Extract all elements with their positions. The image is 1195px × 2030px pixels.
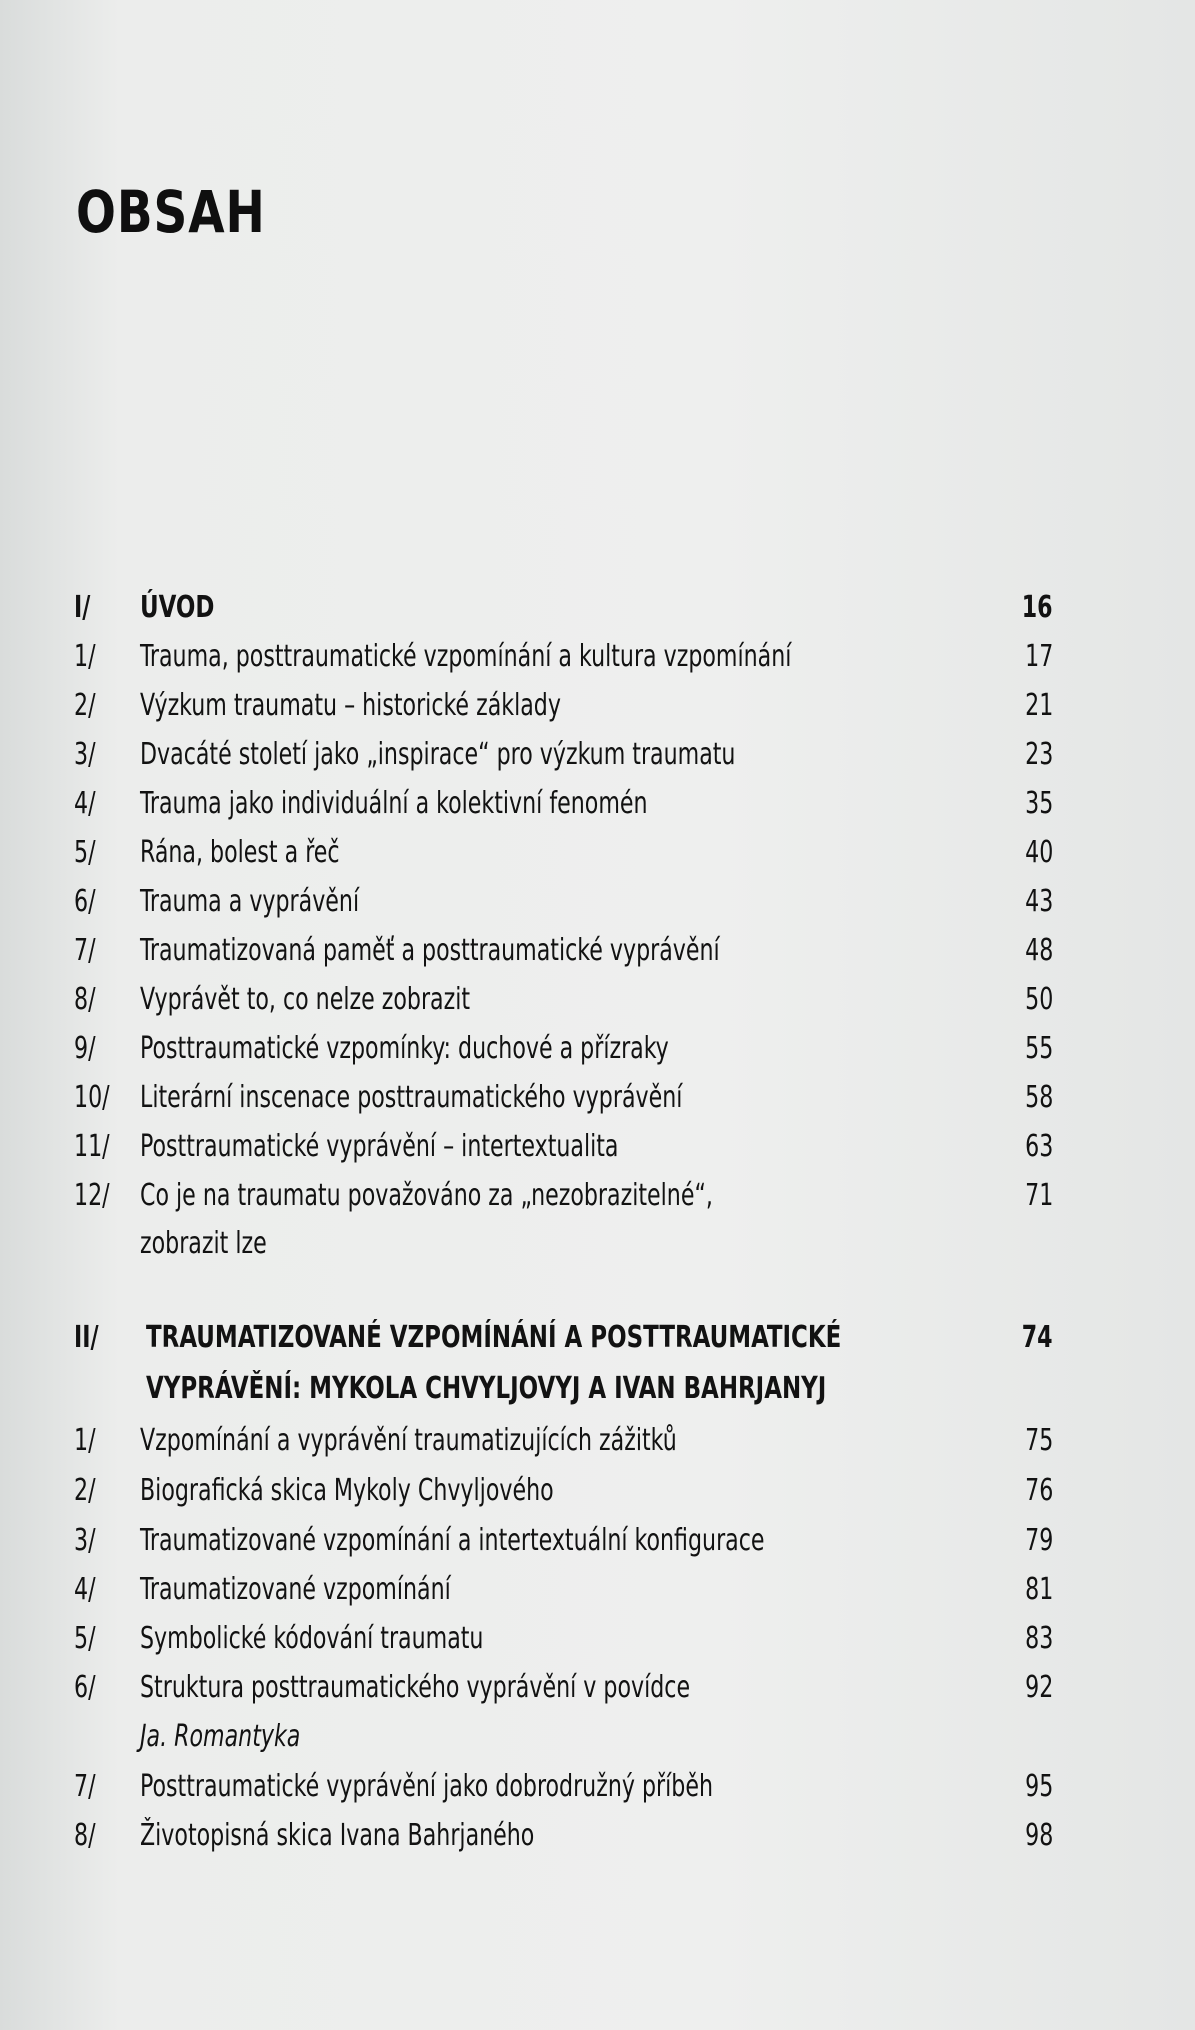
entry-page-number: 43 bbox=[1024, 884, 1053, 919]
entry-page-number: 21 bbox=[1024, 688, 1053, 723]
entry-number: 7/ bbox=[74, 1769, 96, 1804]
entry-page-number: 75 bbox=[1024, 1423, 1053, 1458]
entry-page-number: 55 bbox=[1024, 1031, 1053, 1066]
entry-number: 3/ bbox=[74, 737, 96, 772]
entry-page-number: 95 bbox=[1024, 1769, 1053, 1804]
entry-title: Co je na traumatu považováno za „nezobrazitelné“, bbox=[140, 1178, 713, 1213]
entry-page-number: 48 bbox=[1024, 933, 1053, 968]
entry-number: 1/ bbox=[74, 1423, 96, 1458]
entry-title: Posttraumatické vzpomínky: duchové a přízraky bbox=[140, 1031, 669, 1066]
entry-number: 2/ bbox=[74, 1473, 96, 1508]
entry-title: Vyprávět to, co nelze zobrazit bbox=[140, 982, 471, 1017]
entry-number: 12/ bbox=[74, 1178, 110, 1213]
page-title: OBSAH bbox=[76, 178, 266, 246]
entry-number: 11/ bbox=[74, 1129, 110, 1164]
entry-page-number: 81 bbox=[1024, 1572, 1053, 1607]
entry-title-continuation: Ja. Romantyka bbox=[140, 1719, 301, 1754]
entry-title: Literární inscenace posttraumatického vyprávění bbox=[140, 1080, 683, 1115]
entry-title: Traumatizované vzpomínání a intertextuální konfigurace bbox=[140, 1523, 765, 1558]
entry-page-number: 79 bbox=[1024, 1523, 1053, 1558]
chapter-page-number: 74 bbox=[1022, 1320, 1053, 1355]
entry-page-number: 98 bbox=[1024, 1818, 1053, 1853]
entry-number: 8/ bbox=[74, 1818, 96, 1853]
chapter-number: I/ bbox=[74, 590, 91, 625]
entry-title: Symbolické kódování traumatu bbox=[140, 1621, 484, 1656]
entry-number: 6/ bbox=[74, 884, 96, 919]
entry-title: Trauma jako individuální a kolektivní fenomén bbox=[140, 786, 648, 821]
entry-page-number: 58 bbox=[1024, 1080, 1053, 1115]
chapter-number: II/ bbox=[74, 1320, 99, 1355]
entry-title: Biografická skica Mykoly Chvyljového bbox=[140, 1473, 554, 1508]
entry-page-number: 23 bbox=[1024, 737, 1053, 772]
entry-title: Posttraumatické vyprávění jako dobrodružný příběh bbox=[140, 1769, 713, 1804]
entry-page-number: 17 bbox=[1024, 639, 1053, 674]
entry-number: 9/ bbox=[74, 1031, 96, 1066]
entry-title: Traumatizovaná paměť a posttraumatické vyprávění bbox=[140, 933, 720, 968]
entry-page-number: 35 bbox=[1024, 786, 1053, 821]
entry-title: Vzpomínání a vyprávění traumatizujících zážitků bbox=[140, 1423, 677, 1458]
chapter-page-number: 16 bbox=[1022, 590, 1053, 625]
entry-page-number: 50 bbox=[1024, 982, 1053, 1017]
entry-title: Dvacáté století jako „inspirace“ pro výzkum traumatu bbox=[140, 737, 736, 772]
entry-number: 3/ bbox=[74, 1523, 96, 1558]
entry-number: 10/ bbox=[74, 1080, 110, 1115]
entry-title: Životopisná skica Ivana Bahrjaného bbox=[140, 1818, 535, 1853]
entry-number: 6/ bbox=[74, 1670, 96, 1705]
chapter-title: TRAUMATIZOVANÉ VZPOMÍNÁNÍ A POSTTRAUMATICKÉ bbox=[146, 1320, 842, 1355]
entry-title: Traumatizované vzpomínání bbox=[140, 1572, 451, 1607]
chapter-title-continuation: VYPRÁVĚNÍ: MYKOLA CHVYLJOVYJ A IVAN BAHRJANYJ bbox=[146, 1371, 827, 1406]
entry-title: Rána, bolest a řeč bbox=[140, 835, 340, 870]
entry-number: 5/ bbox=[74, 1621, 96, 1656]
entry-number: 1/ bbox=[74, 639, 96, 674]
entry-number: 4/ bbox=[74, 786, 96, 821]
entry-page-number: 92 bbox=[1024, 1670, 1053, 1705]
entry-page-number: 40 bbox=[1024, 835, 1053, 870]
entry-title: Trauma, posttraumatické vzpomínání a kultura vzpomínání bbox=[140, 639, 792, 674]
entry-number: 4/ bbox=[74, 1572, 96, 1607]
entry-page-number: 63 bbox=[1024, 1129, 1053, 1164]
entry-page-number: 71 bbox=[1024, 1178, 1053, 1213]
entry-title: Posttraumatické vyprávění – intertextualita bbox=[140, 1129, 619, 1164]
entry-page-number: 83 bbox=[1024, 1621, 1053, 1656]
entry-number: 5/ bbox=[74, 835, 96, 870]
chapter-title: ÚVOD bbox=[140, 590, 215, 625]
entry-page-number: 76 bbox=[1024, 1473, 1053, 1508]
entry-number: 8/ bbox=[74, 982, 96, 1017]
entry-title: Trauma a vyprávění bbox=[140, 884, 360, 919]
entry-title: Výzkum traumatu – historické základy bbox=[140, 688, 561, 723]
entry-title: Struktura posttraumatického vyprávění v povídce bbox=[140, 1670, 691, 1705]
entry-number: 2/ bbox=[74, 688, 96, 723]
entry-title-continuation: zobrazit lze bbox=[140, 1226, 267, 1261]
entry-number: 7/ bbox=[74, 933, 96, 968]
